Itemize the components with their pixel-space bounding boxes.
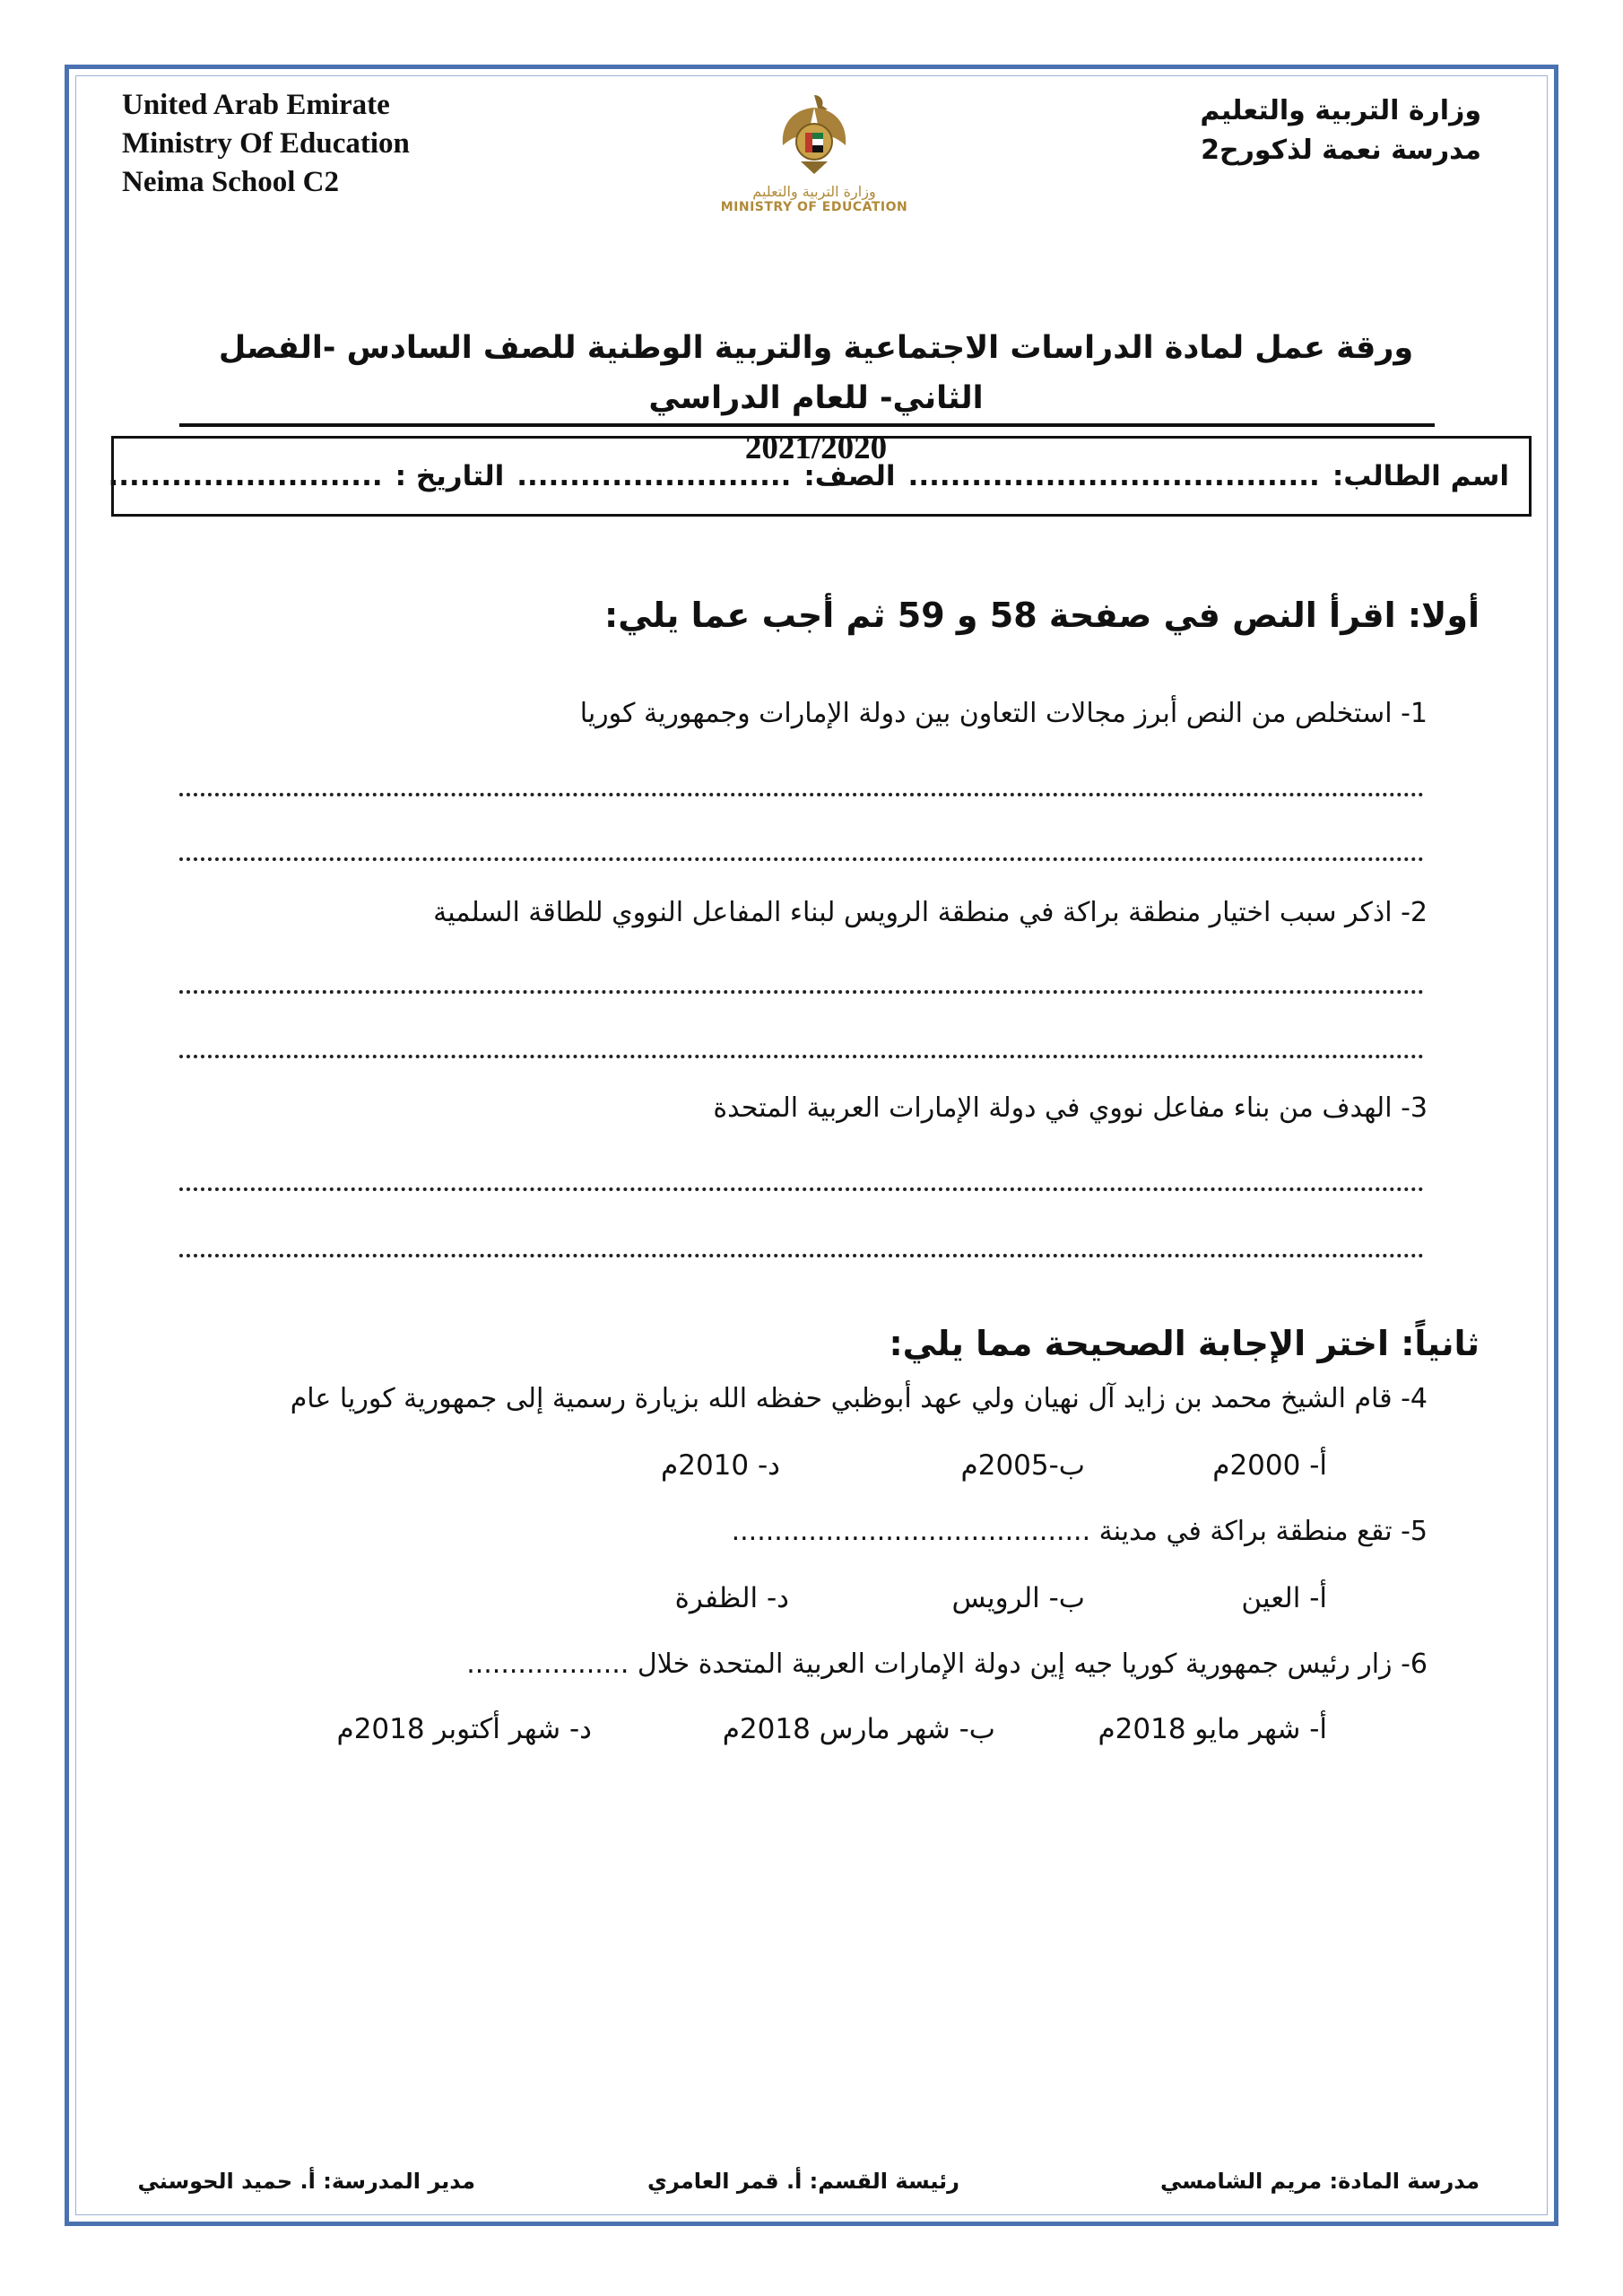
title-year: 2021/2020 bbox=[744, 430, 888, 466]
falcon-emblem-icon bbox=[774, 90, 855, 179]
question-5: 5- تقع منطقة براكة في مدينة .......................................... bbox=[731, 1516, 1428, 1547]
title-line-1: ورقة عمل لمادة الدراسات الاجتماعية والتربية الوطنية للصف السادس -الفصل الثاني- للعام الدراسي bbox=[218, 330, 1414, 416]
section2-heading: ثانياً: اختر الإجابة الصحيحة مما يلي: bbox=[889, 1324, 1480, 1363]
question-1: 1- استخلص من النص أبرز مجالات التعاون بين دولة الإمارات وجمهورية كوريا bbox=[579, 698, 1428, 729]
principal-signature: مدير المدرسة: أ. حميد الحوسني bbox=[137, 2169, 475, 2194]
teacher-signature: مدرسة المادة: مريم الشامسي bbox=[1159, 2169, 1480, 2194]
q5-option-d[interactable]: د- الظفرة bbox=[674, 1582, 789, 1614]
question-6: 6- زار رئيس جمهورية كوريا جيه إين دولة الإمارات العربية المتحدة خلال ................... bbox=[466, 1648, 1428, 1680]
date-label: التاريخ : bbox=[395, 460, 505, 492]
logo-english-text: MINISTRY OF EDUCATION bbox=[720, 200, 908, 214]
header-school-arabic: مدرسة نعمة لذكورح2 bbox=[1201, 135, 1481, 166]
q4-option-b[interactable]: ب-2005م bbox=[960, 1449, 1085, 1482]
answer-line[interactable] bbox=[179, 990, 1424, 994]
q4-option-d[interactable]: د- 2010م bbox=[661, 1449, 780, 1482]
q5-option-a[interactable]: أ- العين bbox=[1241, 1582, 1327, 1614]
student-name-label: اسم الطالب: bbox=[1332, 460, 1509, 492]
q5-option-b[interactable]: ب- الرويس bbox=[951, 1582, 1085, 1614]
head-signature: رئيسة القسم: أ. قمر العامري bbox=[647, 2169, 959, 2194]
date-field[interactable]: .......................... bbox=[108, 460, 383, 492]
student-name-field[interactable]: ....................................... bbox=[907, 460, 1320, 492]
student-info-box bbox=[108, 436, 1532, 517]
q6-option-b[interactable]: ب- شهر مارس 2018م bbox=[722, 1713, 995, 1745]
header-english bbox=[122, 86, 410, 202]
answer-line[interactable] bbox=[179, 1055, 1424, 1058]
q6-option-a[interactable]: أ- شهر مايو 2018م bbox=[1098, 1713, 1327, 1745]
q4-option-a[interactable]: أ- 2000م bbox=[1212, 1449, 1327, 1482]
title-divider bbox=[179, 423, 1435, 427]
header-ministry-arabic: وزارة التربية والتعليم bbox=[1200, 95, 1481, 126]
answer-line[interactable] bbox=[179, 1187, 1424, 1191]
answer-line[interactable] bbox=[179, 793, 1424, 796]
answer-line[interactable] bbox=[179, 1254, 1424, 1257]
answer-line[interactable] bbox=[179, 857, 1424, 861]
section1-heading: أولا: اقرأ النص في صفحة 58 و 59 ثم أجب عما يلي: bbox=[604, 596, 1480, 635]
header-arabic bbox=[1200, 91, 1481, 170]
question-2: 2- اذكر سبب اختيار منطقة براكة في منطقة الرويس لبناء المفاعل النووي للطاقة السلمية bbox=[433, 897, 1428, 928]
question-3: 3- الهدف من بناء مفاعل نووي في دولة الإمارات العربية المتحدة bbox=[713, 1092, 1428, 1124]
question-4: 4- قام الشيخ محمد بن زايد آل نهيان ولي عهد أبوظبي حفظه الله بزيارة رسمية إلى جمهورية كوريا عام bbox=[290, 1383, 1428, 1414]
logo-arabic-text: وزارة التربية والتعليم bbox=[752, 183, 876, 200]
header-school: Neima School C2 bbox=[122, 166, 339, 198]
q6-option-d[interactable]: د- شهر أكتوبر 2018م bbox=[336, 1713, 592, 1745]
header-country: United Arab Emirate bbox=[122, 89, 390, 121]
class-label: الصف: bbox=[803, 460, 896, 492]
class-field[interactable]: .......................... bbox=[516, 460, 792, 492]
ministry-logo bbox=[707, 90, 922, 238]
header-ministry: Ministry Of Education bbox=[122, 127, 410, 160]
